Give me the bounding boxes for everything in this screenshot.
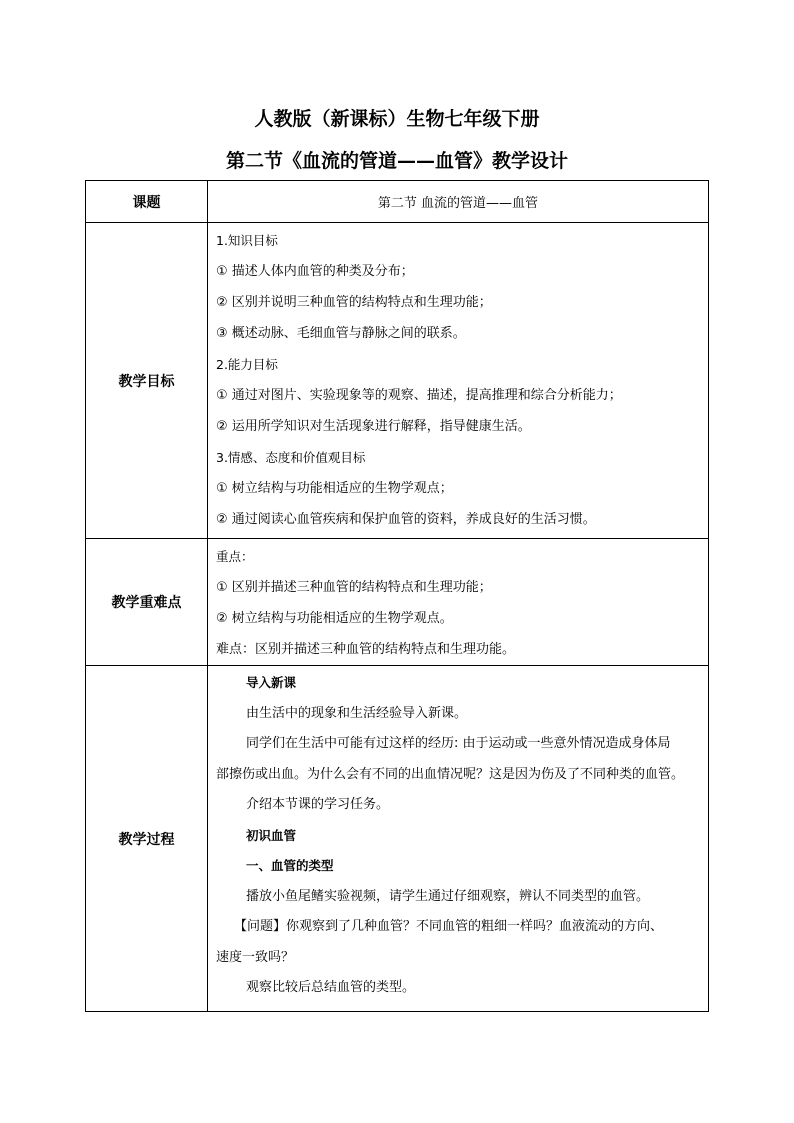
- process-cell: [208, 666, 709, 1012]
- section-heading: 初识血管: [246, 827, 297, 843]
- process-label: 教学过程: [86, 666, 208, 1012]
- process-line: 由生活中的现象和生活经验导入新课。: [246, 705, 468, 721]
- objectives-label: 教学目标: [86, 223, 208, 539]
- key-points-label: 教学重难点: [86, 539, 208, 666]
- objective-line: ② 通过阅读心血管疾病和保护血管的资料，养成良好的生活习惯。: [216, 512, 596, 527]
- objective-line: ③ 概述动脉、毛细血管与静脉之间的联系。: [216, 326, 466, 341]
- objectives-row: [86, 223, 709, 539]
- key-points-cell: [208, 539, 709, 666]
- process-line: 【问题】你观察到了几种血管？不同血管的粗细一样吗？血液流动的方向、: [234, 919, 664, 934]
- objective-line: ① 通过对图片、实验现象等的观察、描述，提高推理和综合分析能力；: [216, 388, 622, 403]
- key-point-line: ① 区别并描述三种血管的结构特点和生理功能；: [216, 580, 492, 595]
- lesson-title: 第二节《血流的管道——血管》教学设计: [225, 150, 568, 172]
- objective-line: 1.知识目标: [216, 233, 278, 248]
- process-line: 速度一致吗？: [216, 949, 295, 965]
- topic-label: 课题: [86, 181, 208, 223]
- process-line: 同学们在生活中可能有过这样的经历: 由于运动或一些意外情况造成身体局: [246, 736, 671, 751]
- section-heading: 导入新课: [246, 675, 297, 690]
- key-points-row: [86, 539, 709, 666]
- objective-line: ① 树立结构与功能相适应的生物学观点；: [216, 481, 453, 496]
- key-point-line: 难点：区别并描述三种血管的结构特点和生理功能。: [216, 642, 516, 657]
- objective-line: ② 区别并说明三种血管的结构特点和生理功能；: [216, 295, 492, 310]
- topic-value: 第二节 血流的管道——血管: [208, 181, 709, 223]
- process-line: 部擦伤或出血。为什么会有不同的出血情况呢？这是因为伤及了不同种类的血管。: [216, 766, 685, 782]
- objective-line: 3.情感、态度和价值观目标: [216, 450, 366, 465]
- key-point-line: ② 树立结构与功能相适应的生物学观点。: [216, 611, 453, 626]
- process-line: 播放小鱼尾鳍实验视频，请学生通过仔细观察，辨认不同类型的血管。: [246, 888, 650, 904]
- key-point-line: 重点：: [216, 549, 254, 564]
- objective-line: 2.能力目标: [216, 357, 278, 372]
- objective-line: ② 运用所学知识对生活现象进行解释，指导健康生活。: [216, 419, 531, 434]
- process-line: 介绍本节课的学习任务。: [246, 797, 390, 812]
- lesson-plan-table: [85, 180, 709, 1012]
- objective-line: ① 描述人体内血管的种类及分布；: [216, 264, 414, 279]
- topic-row: [86, 181, 709, 223]
- process-line: 观察比较后总结血管的类型。: [246, 980, 416, 995]
- document-title: 人教版（新课标）生物七年级下册: [254, 108, 540, 130]
- process-row: [86, 666, 709, 1012]
- section-heading: 一、血管的类型: [246, 858, 334, 873]
- objectives-cell: [208, 223, 709, 539]
